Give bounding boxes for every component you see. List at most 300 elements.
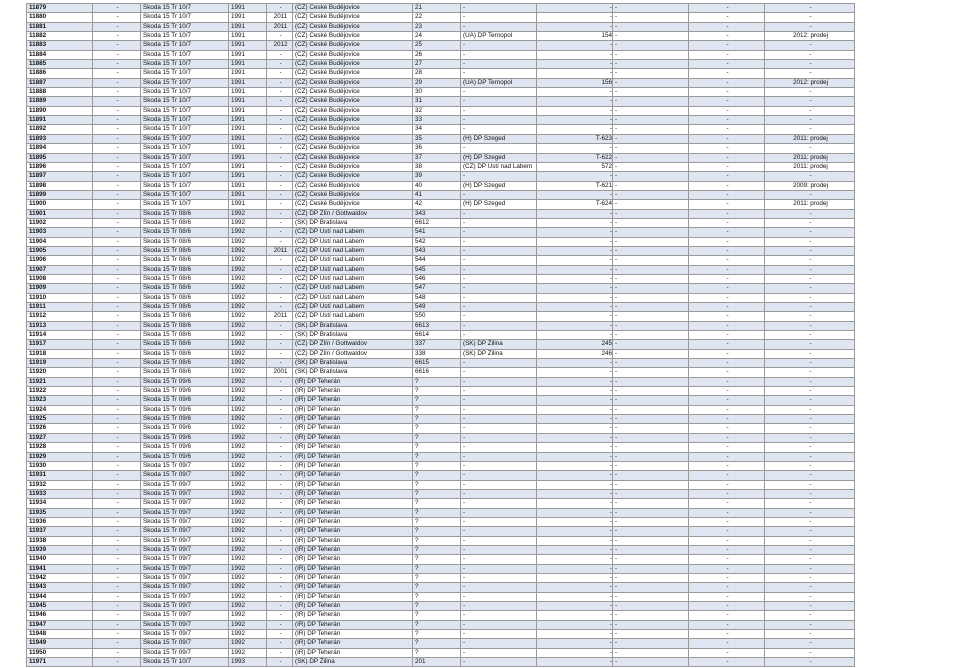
note-a-cell: - [613, 265, 689, 274]
year-cell: 1992 [229, 256, 267, 265]
operator-cell: (CZ) České Budějovice [293, 144, 413, 153]
retired-cell: - [267, 583, 293, 592]
model-cell: Škoda 15 Tr 09/7 [141, 480, 229, 489]
retired-cell: - [267, 256, 293, 265]
model-cell: Škoda 15 Tr 09/7 [141, 517, 229, 526]
fleet-number-cell: 42 [413, 200, 461, 209]
model-cell: Škoda 15 Tr 10/7 [141, 658, 229, 667]
model-cell: Škoda 15 Tr 09/7 [141, 461, 229, 470]
table-row [27, 50, 855, 59]
operator-cell: (IR) DP Teherán [293, 471, 413, 480]
note-b-cell: - [689, 153, 765, 162]
second-operator-cell: - [461, 424, 537, 433]
second-fleet-number-cell: - [537, 433, 613, 442]
dash-cell: - [93, 387, 141, 396]
model-cell: Škoda 15 Tr 09/6 [141, 405, 229, 414]
note-b-cell: - [689, 639, 765, 648]
note-b-cell: - [689, 32, 765, 41]
note-b-cell: - [689, 106, 765, 115]
year-cell: 1991 [229, 32, 267, 41]
dash-cell: - [93, 480, 141, 489]
second-operator-cell: (SK) DP Žilina [461, 340, 537, 349]
remark-cell: - [765, 321, 855, 330]
note-b-cell: - [689, 573, 765, 582]
table-row [27, 200, 855, 209]
second-fleet-number-cell: 246 [537, 349, 613, 358]
year-cell: 1992 [229, 368, 267, 377]
year-cell: 1991 [229, 172, 267, 181]
table-row [27, 508, 855, 517]
dash-cell: - [93, 443, 141, 452]
table-row [27, 162, 855, 171]
retired-cell: 2011 [267, 13, 293, 22]
note-a-cell: - [613, 246, 689, 255]
remark-cell: - [765, 237, 855, 246]
operator-cell: (IR) DP Teherán [293, 555, 413, 564]
note-a-cell: - [613, 564, 689, 573]
model-cell: Škoda 15 Tr 08/6 [141, 349, 229, 358]
table-row [27, 387, 855, 396]
second-fleet-number-cell: - [537, 499, 613, 508]
operator-cell: (IR) DP Teherán [293, 639, 413, 648]
operator-cell: (CZ) České Budějovice [293, 41, 413, 50]
model-cell: Škoda 15 Tr 09/6 [141, 452, 229, 461]
remark-cell: - [765, 489, 855, 498]
second-fleet-number-cell: - [537, 97, 613, 106]
year-cell: 1992 [229, 209, 267, 218]
fleet-number-cell: ? [413, 405, 461, 414]
second-fleet-number-cell: - [537, 4, 613, 13]
second-fleet-number-cell: - [537, 331, 613, 340]
note-b-cell: - [689, 331, 765, 340]
remark-cell: - [765, 106, 855, 115]
retired-cell: - [267, 116, 293, 125]
operator-cell: (IR) DP Teherán [293, 517, 413, 526]
table-row [27, 658, 855, 667]
second-operator-cell: - [461, 50, 537, 59]
second-fleet-number-cell: - [537, 443, 613, 452]
row-number-cell: 11912 [27, 312, 93, 321]
second-fleet-number-cell: - [537, 555, 613, 564]
table-row [27, 274, 855, 283]
table-row [27, 527, 855, 536]
note-b-cell: - [689, 340, 765, 349]
year-cell: 1992 [229, 499, 267, 508]
note-a-cell: - [613, 312, 689, 321]
fleet-number-cell: 23 [413, 22, 461, 31]
year-cell: 1992 [229, 639, 267, 648]
retired-cell: - [267, 377, 293, 386]
remark-cell: - [765, 396, 855, 405]
second-fleet-number-cell: - [537, 50, 613, 59]
table-row [27, 630, 855, 639]
second-operator-cell: (H) DP Szeged [461, 134, 537, 143]
table-row [27, 517, 855, 526]
year-cell: 1992 [229, 331, 267, 340]
table-row [27, 153, 855, 162]
table-row [27, 536, 855, 545]
year-cell: 1992 [229, 274, 267, 283]
note-a-cell: - [613, 630, 689, 639]
remark-cell: - [765, 452, 855, 461]
retired-cell: - [267, 639, 293, 648]
table-row [27, 265, 855, 274]
second-fleet-number-cell: T-622 [537, 153, 613, 162]
year-cell: 1991 [229, 4, 267, 13]
note-a-cell: - [613, 471, 689, 480]
note-b-cell: - [689, 312, 765, 321]
retired-cell: - [267, 274, 293, 283]
remark-cell: - [765, 293, 855, 302]
year-cell: 1992 [229, 573, 267, 582]
table-row [27, 573, 855, 582]
note-b-cell: - [689, 368, 765, 377]
table-row [27, 88, 855, 97]
table-row [27, 312, 855, 321]
second-operator-cell: - [461, 172, 537, 181]
year-cell: 1992 [229, 377, 267, 386]
operator-cell: (CZ) České Budějovice [293, 172, 413, 181]
fleet-number-cell: ? [413, 387, 461, 396]
note-a-cell: - [613, 349, 689, 358]
note-b-cell: - [689, 508, 765, 517]
year-cell: 1991 [229, 69, 267, 78]
note-b-cell: - [689, 134, 765, 143]
row-number-cell: 11908 [27, 274, 93, 283]
second-fleet-number-cell: - [537, 256, 613, 265]
operator-cell: (CZ) České Budějovice [293, 32, 413, 41]
second-fleet-number-cell: - [537, 583, 613, 592]
row-number-cell: 11931 [27, 471, 93, 480]
remark-cell: - [765, 387, 855, 396]
row-number-cell: 11897 [27, 172, 93, 181]
second-operator-cell: - [461, 443, 537, 452]
retired-cell: - [267, 564, 293, 573]
note-b-cell: - [689, 274, 765, 283]
row-number-cell: 11925 [27, 415, 93, 424]
fleet-number-cell: 28 [413, 69, 461, 78]
row-number-cell: 11929 [27, 452, 93, 461]
remark-cell: - [765, 172, 855, 181]
second-fleet-number-cell: - [537, 284, 613, 293]
dash-cell: - [93, 573, 141, 582]
dash-cell: - [93, 331, 141, 340]
second-operator-cell: - [461, 237, 537, 246]
second-fleet-number-cell: - [537, 471, 613, 480]
row-number-cell: 11934 [27, 499, 93, 508]
model-cell: Škoda 15 Tr 08/6 [141, 237, 229, 246]
table-row [27, 349, 855, 358]
fleet-number-cell: ? [413, 489, 461, 498]
operator-cell: (IR) DP Teherán [293, 583, 413, 592]
dash-cell: - [93, 377, 141, 386]
dash-cell: - [93, 433, 141, 442]
fleet-number-cell: 37 [413, 153, 461, 162]
row-number-cell: 11883 [27, 41, 93, 50]
dash-cell: - [93, 545, 141, 554]
second-operator-cell: - [461, 256, 537, 265]
row-number-cell: 11947 [27, 620, 93, 629]
note-b-cell: - [689, 22, 765, 31]
second-fleet-number-cell: - [537, 415, 613, 424]
remark-cell: - [765, 415, 855, 424]
note-a-cell: - [613, 359, 689, 368]
retired-cell: - [267, 415, 293, 424]
note-a-cell: - [613, 452, 689, 461]
fleet-number-cell: ? [413, 630, 461, 639]
second-operator-cell: - [461, 536, 537, 545]
year-cell: 1992 [229, 508, 267, 517]
table-row [27, 125, 855, 134]
note-a-cell: - [613, 405, 689, 414]
row-number-cell: 11924 [27, 405, 93, 414]
note-a-cell: - [613, 134, 689, 143]
note-a-cell: - [613, 480, 689, 489]
operator-cell: (IR) DP Teherán [293, 461, 413, 470]
second-operator-cell: - [461, 602, 537, 611]
dash-cell: - [93, 340, 141, 349]
retired-cell: - [267, 181, 293, 190]
second-operator-cell: - [461, 396, 537, 405]
year-cell: 1992 [229, 461, 267, 470]
row-number-cell: 11911 [27, 303, 93, 312]
remark-cell: 2011: prodej [765, 134, 855, 143]
dash-cell: - [93, 658, 141, 667]
second-operator-cell: - [461, 312, 537, 321]
second-operator-cell: - [461, 639, 537, 648]
operator-cell: (CZ) DP Zlín / Gottwaldov [293, 349, 413, 358]
table-row [27, 368, 855, 377]
dash-cell: - [93, 237, 141, 246]
fleet-number-cell: 39 [413, 172, 461, 181]
retired-cell: - [267, 424, 293, 433]
retired-cell: - [267, 125, 293, 134]
fleet-number-cell: ? [413, 555, 461, 564]
year-cell: 1991 [229, 41, 267, 50]
remark-cell: - [765, 13, 855, 22]
operator-cell: (CZ) České Budějovice [293, 50, 413, 59]
retired-cell: - [267, 200, 293, 209]
remark-cell: - [765, 125, 855, 134]
operator-cell: (IR) DP Teherán [293, 611, 413, 620]
fleet-number-cell: ? [413, 396, 461, 405]
note-a-cell: - [613, 50, 689, 59]
fleet-number-cell: 542 [413, 237, 461, 246]
second-operator-cell: - [461, 321, 537, 330]
dash-cell: - [93, 536, 141, 545]
model-cell: Škoda 15 Tr 09/7 [141, 564, 229, 573]
row-number-cell: 11899 [27, 190, 93, 199]
remark-cell: - [765, 480, 855, 489]
note-a-cell: - [613, 433, 689, 442]
remark-cell: - [765, 583, 855, 592]
table-row [27, 228, 855, 237]
model-cell: Škoda 15 Tr 09/7 [141, 630, 229, 639]
year-cell: 1992 [229, 648, 267, 657]
dash-cell: - [93, 172, 141, 181]
remark-cell: - [765, 517, 855, 526]
table-row [27, 246, 855, 255]
row-number-cell: 11913 [27, 321, 93, 330]
table-row [27, 116, 855, 125]
row-number-cell: 11936 [27, 517, 93, 526]
fleet-number-cell: 33 [413, 116, 461, 125]
second-fleet-number-cell: - [537, 508, 613, 517]
operator-cell: (CZ) České Budějovice [293, 60, 413, 69]
note-b-cell: - [689, 190, 765, 199]
operator-cell: (IR) DP Teherán [293, 602, 413, 611]
second-operator-cell: - [461, 573, 537, 582]
note-a-cell: - [613, 218, 689, 227]
second-fleet-number-cell: - [537, 611, 613, 620]
row-number-cell: 11919 [27, 359, 93, 368]
table-row [27, 620, 855, 629]
fleet-number-cell: ? [413, 433, 461, 442]
model-cell: Škoda 15 Tr 10/7 [141, 88, 229, 97]
operator-cell: (CZ) České Budějovice [293, 78, 413, 87]
row-number-cell: 11922 [27, 387, 93, 396]
note-b-cell: - [689, 433, 765, 442]
second-operator-cell: - [461, 265, 537, 274]
dash-cell: - [93, 134, 141, 143]
remark-cell: - [765, 218, 855, 227]
year-cell: 1992 [229, 349, 267, 358]
note-b-cell: - [689, 415, 765, 424]
second-fleet-number-cell: - [537, 527, 613, 536]
fleet-number-cell: ? [413, 648, 461, 657]
model-cell: Škoda 15 Tr 08/6 [141, 218, 229, 227]
note-b-cell: - [689, 648, 765, 657]
year-cell: 1991 [229, 134, 267, 143]
model-cell: Škoda 15 Tr 10/7 [141, 125, 229, 134]
model-cell: Škoda 15 Tr 10/7 [141, 181, 229, 190]
fleet-number-cell: ? [413, 592, 461, 601]
retired-cell: - [267, 396, 293, 405]
model-cell: Škoda 15 Tr 09/7 [141, 583, 229, 592]
remark-cell: - [765, 602, 855, 611]
row-number-cell: 11928 [27, 443, 93, 452]
model-cell: Škoda 15 Tr 09/7 [141, 471, 229, 480]
year-cell: 1992 [229, 545, 267, 554]
retired-cell: - [267, 32, 293, 41]
row-number-cell: 11943 [27, 583, 93, 592]
fleet-number-cell: 543 [413, 246, 461, 255]
note-b-cell: - [689, 293, 765, 302]
note-b-cell: - [689, 536, 765, 545]
table-row [27, 602, 855, 611]
table-row [27, 545, 855, 554]
row-number-cell: 11903 [27, 228, 93, 237]
remark-cell: 2012: prodej [765, 32, 855, 41]
retired-cell: - [267, 433, 293, 442]
retired-cell: - [267, 536, 293, 545]
year-cell: 1992 [229, 359, 267, 368]
second-operator-cell: - [461, 471, 537, 480]
row-number-cell: 11938 [27, 536, 93, 545]
remark-cell: - [765, 592, 855, 601]
operator-cell: (IR) DP Teherán [293, 452, 413, 461]
model-cell: Škoda 15 Tr 10/7 [141, 78, 229, 87]
model-cell: Škoda 15 Tr 08/6 [141, 293, 229, 302]
row-number-cell: 11902 [27, 218, 93, 227]
operator-cell: (IR) DP Teherán [293, 424, 413, 433]
operator-cell: (CZ) České Budějovice [293, 116, 413, 125]
dash-cell: - [93, 69, 141, 78]
note-a-cell: - [613, 228, 689, 237]
second-operator-cell: - [461, 648, 537, 657]
second-operator-cell: - [461, 359, 537, 368]
fleet-number-cell: ? [413, 461, 461, 470]
retired-cell: - [267, 592, 293, 601]
note-a-cell: - [613, 88, 689, 97]
remark-cell: - [765, 97, 855, 106]
fleet-number-cell: ? [413, 611, 461, 620]
second-operator-cell: - [461, 228, 537, 237]
second-operator-cell: - [461, 106, 537, 115]
remark-cell: - [765, 573, 855, 582]
dash-cell: - [93, 508, 141, 517]
operator-cell: (IR) DP Teherán [293, 527, 413, 536]
row-number-cell: 11900 [27, 200, 93, 209]
fleet-number-cell: ? [413, 527, 461, 536]
second-fleet-number-cell: - [537, 564, 613, 573]
model-cell: Škoda 15 Tr 08/6 [141, 256, 229, 265]
remark-cell: - [765, 536, 855, 545]
retired-cell: - [267, 527, 293, 536]
note-a-cell: - [613, 60, 689, 69]
note-a-cell: - [613, 13, 689, 22]
dash-cell: - [93, 648, 141, 657]
table-row [27, 303, 855, 312]
second-operator-cell: - [461, 658, 537, 667]
note-a-cell: - [613, 424, 689, 433]
year-cell: 1992 [229, 246, 267, 255]
model-cell: Škoda 15 Tr 09/6 [141, 377, 229, 386]
second-operator-cell: - [461, 88, 537, 97]
retired-cell: - [267, 489, 293, 498]
note-b-cell: - [689, 125, 765, 134]
fleet-number-cell: 548 [413, 293, 461, 302]
year-cell: 1992 [229, 480, 267, 489]
remark-cell: 2009: prodej [765, 181, 855, 190]
table-row [27, 583, 855, 592]
dash-cell: - [93, 265, 141, 274]
year-cell: 1992 [229, 555, 267, 564]
dash-cell: - [93, 60, 141, 69]
table-row [27, 405, 855, 414]
model-cell: Škoda 15 Tr 09/6 [141, 433, 229, 442]
remark-cell: 2012: prodej [765, 78, 855, 87]
fleet-number-cell: 34 [413, 125, 461, 134]
model-cell: Škoda 15 Tr 08/6 [141, 312, 229, 321]
row-number-cell: 11937 [27, 527, 93, 536]
note-b-cell: - [689, 172, 765, 181]
dash-cell: - [93, 246, 141, 255]
year-cell: 1992 [229, 293, 267, 302]
note-a-cell: - [613, 368, 689, 377]
table-row [27, 648, 855, 657]
second-fleet-number-cell: - [537, 387, 613, 396]
second-operator-cell: - [461, 461, 537, 470]
year-cell: 1992 [229, 312, 267, 321]
model-cell: Škoda 15 Tr 09/6 [141, 396, 229, 405]
retired-cell: 2011 [267, 312, 293, 321]
remark-cell: - [765, 4, 855, 13]
note-a-cell: - [613, 461, 689, 470]
retired-cell: - [267, 78, 293, 87]
table-row [27, 144, 855, 153]
dash-cell: - [93, 611, 141, 620]
